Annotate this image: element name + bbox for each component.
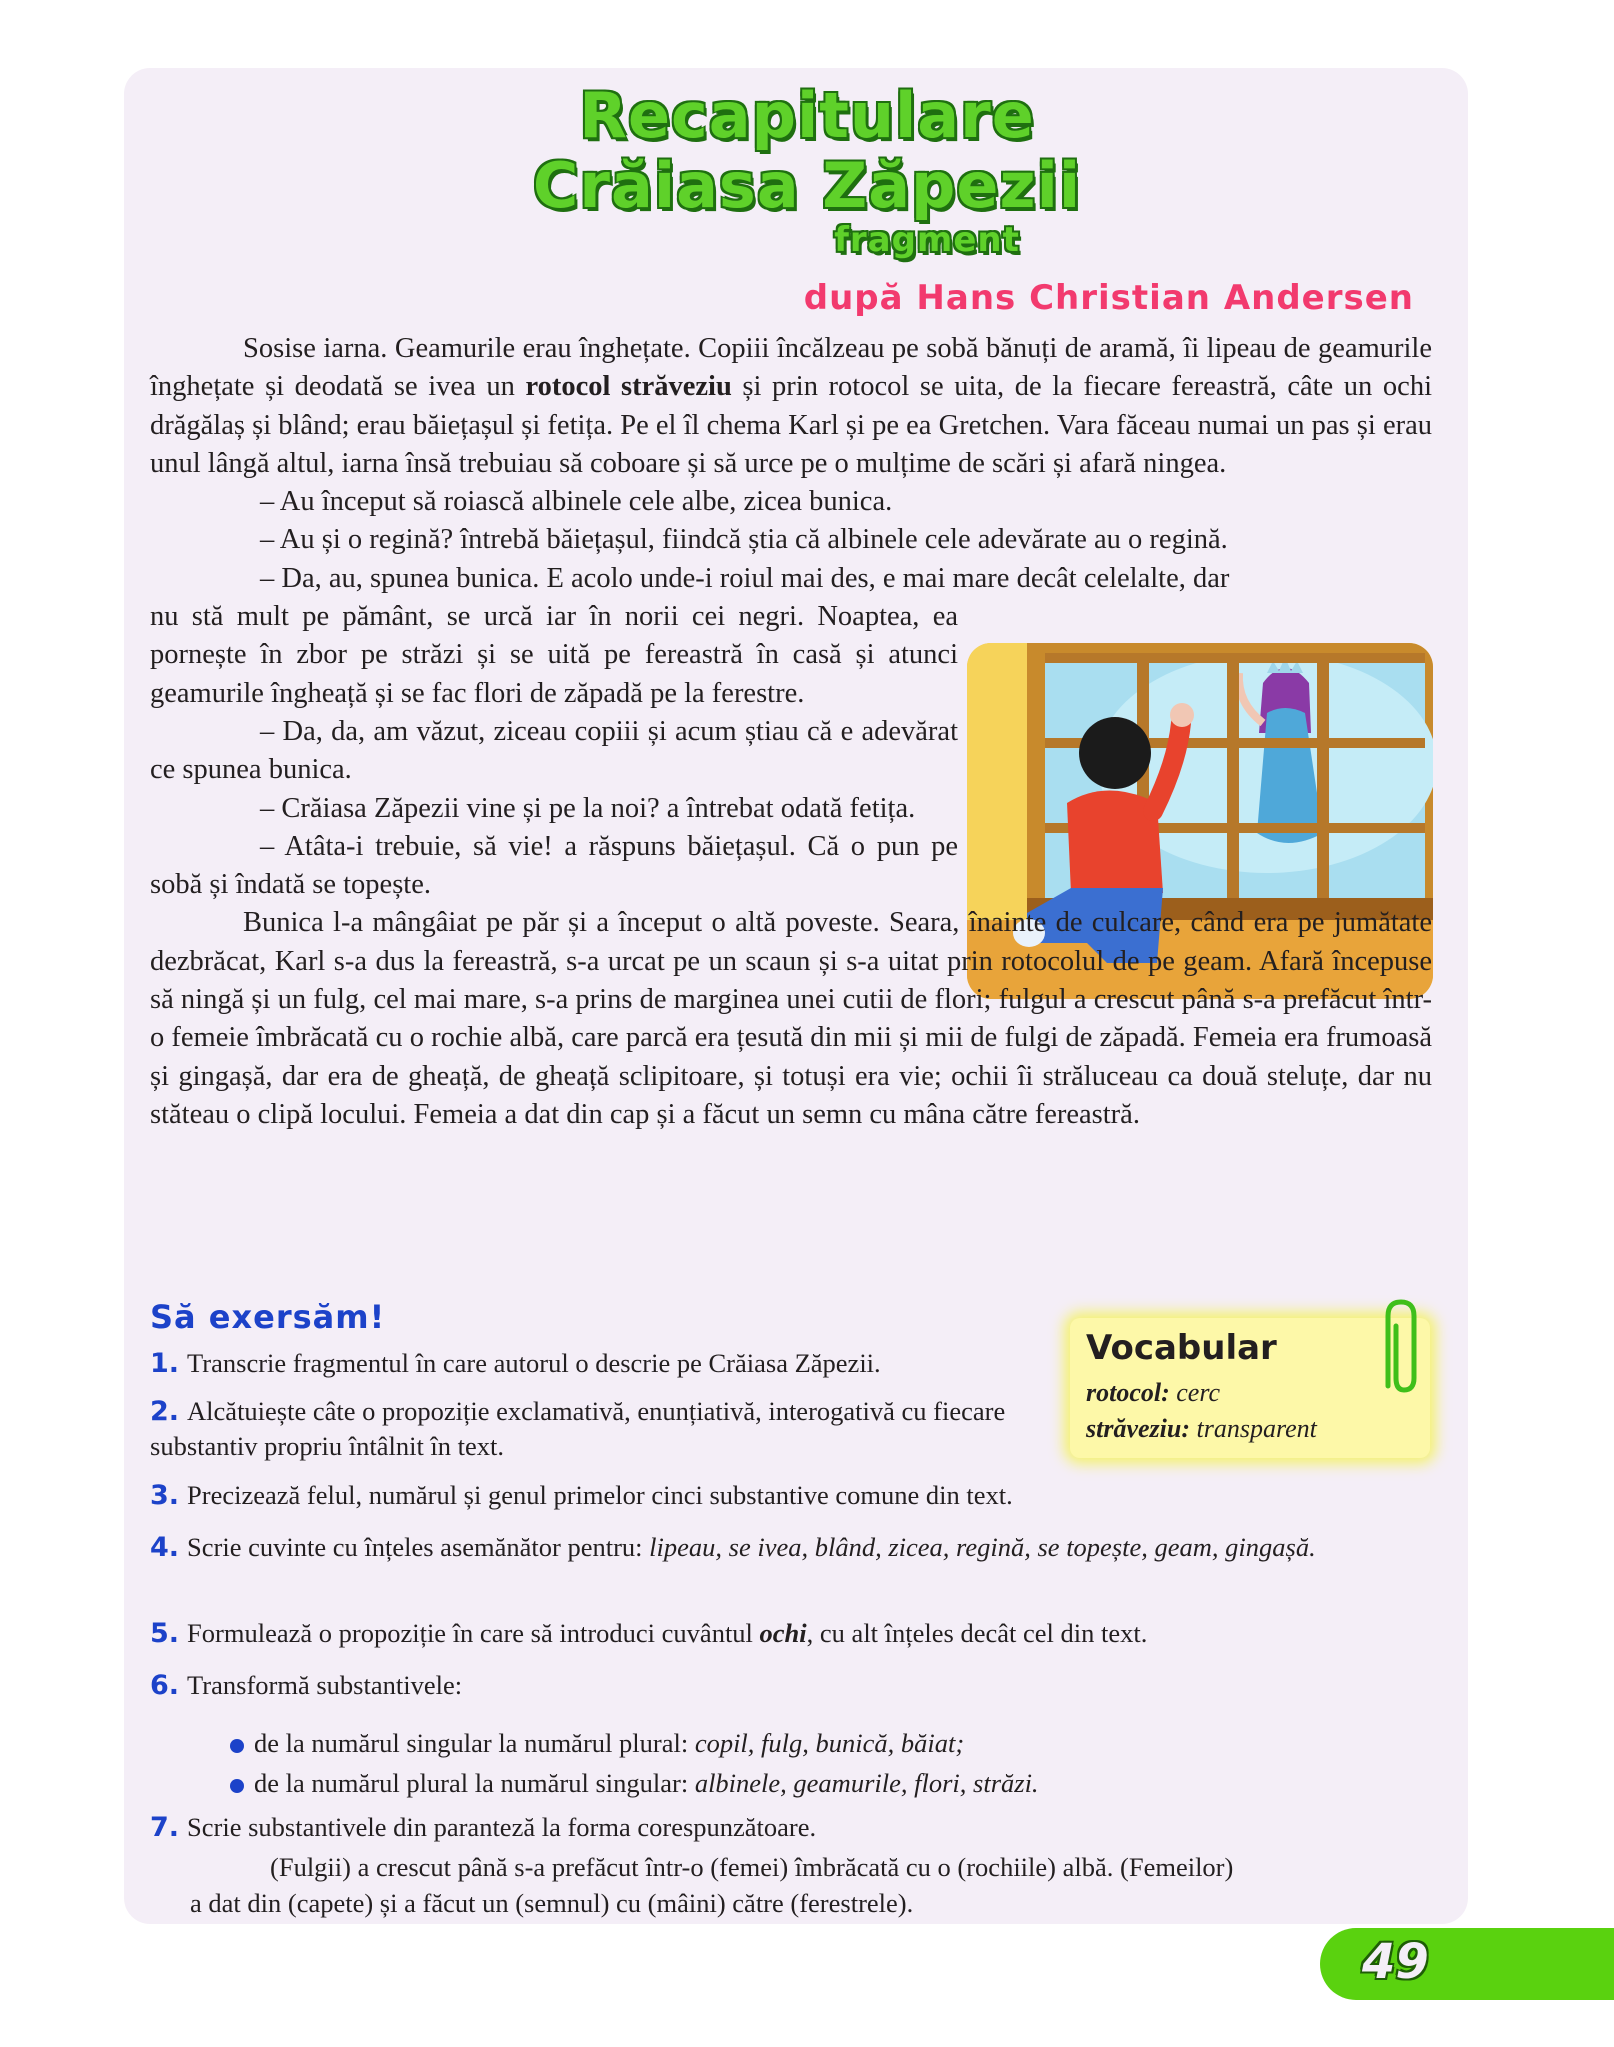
exercise-2-number: 2.	[150, 1396, 180, 1427]
exercise-7-sentence	[190, 1848, 1435, 1886]
bullet-dot-icon	[230, 1779, 244, 1793]
exercise-7-sentence-a: (Fulgii) a crescut până s-a prefăcut într-o (femei) îmbrăcată cu o (rochiile) albă. (Femeilor)	[270, 1852, 1234, 1882]
exercise-3	[150, 1478, 1432, 1513]
exercise-7-number: 7.	[150, 1812, 180, 1843]
vocabulary-entry-2	[1086, 1414, 1317, 1444]
story-p1-end: și prin rotocol se uita, de la fiecare fereastră, câte un ochi drăgălaș și blând; erau băiețașul și fetița. Pe el îl chema Karl și pe ea Gretchen. Vara făceau numai un pas și erau unul lângă altul, iarna însă trebuiau să coboare și să urce pe o mulțime de scări și afară ningea.	[150, 371, 1432, 479]
vocabulary-entry-1	[1086, 1378, 1220, 1408]
story-paragraph-1	[150, 330, 1432, 483]
exercise-4-number: 4.	[150, 1532, 180, 1563]
exercise-1-number: 1.	[150, 1348, 180, 1379]
bullet-2-words: albinele, geamurile, flori, străzi.	[694, 1768, 1039, 1798]
story-dialogue-2: – Au și o regină? întrebă băiețașul, fiindcă știa că albinele cele adevărate au o regină.	[260, 524, 1228, 556]
exercise-7-text: Scrie substantivele din paranteză la forma corespunzătoare.	[187, 1812, 817, 1842]
exercise-5-text-b: , cu alt înțeles decât cel din text.	[806, 1618, 1148, 1648]
exercise-4	[150, 1530, 1432, 1565]
bullet-1-text: de la numărul singular la numărul plural:	[254, 1728, 695, 1758]
bullet-2-text: de la numărul plural la numărul singular:	[254, 1768, 695, 1798]
exercise-1-text: Transcrie fragmentul în care autorul o descrie pe Crăiasa Zăpezii.	[187, 1348, 881, 1378]
story-text	[150, 330, 1432, 1134]
exercise-6-bullet-2	[230, 1763, 1039, 1803]
exercise-6	[150, 1668, 1432, 1703]
bullet-1-words: copil, fulg, bunică, băiat;	[694, 1728, 965, 1758]
exercise-6-bullet-1	[230, 1723, 1039, 1763]
exercise-7-sentence-b: a dat din (capete) și a făcut un (semnul) cu (mâini) către (ferestrele).	[190, 1888, 914, 1918]
story-dialogue-3a: – Da, au, spunea bunica. E acolo unde-i roiul mai des, e mai mare decât celelalte, dar	[260, 562, 1230, 594]
exercise-1	[150, 1346, 1050, 1381]
story-paragraph-last: Bunica l-a mângâiat pe păr și a început o altă poveste. Seara, înainte de culcare, când era pe jumătate dezbrăcat, Karl s-a dus la fereastră, s-a urcat pe un scaun și s-a uitat prin rotocolul de pe geam. Afară începuse să ningă și un fulg, cel mai mare, s-a prins de marginea unei cutii de flori; fulgul a crescut până s-a prefăcut într-o femeie îmbrăcată cu o rochie albă, care parcă era țesută din mii și mii de fulgi de zăpadă. Femeia era frumoasă și gingașă, dar era de gheață, de gheață sclipitoare, și totuși era vie; ochii îi străluceau ca două steluțe, dar nu stăteau o clipă locului. Femeia a dat din cap și a făcut un semn cu mâna către fereastră.	[150, 907, 1432, 1130]
exercise-6-bullets	[230, 1723, 1039, 1803]
exercise-2	[150, 1394, 1030, 1463]
exercise-5-number: 5.	[150, 1618, 180, 1649]
paperclip-icon	[1378, 1296, 1424, 1396]
exercise-3-text: Precizează felul, numărul și genul primelor cinci substantive comune din text.	[187, 1480, 1013, 1510]
vocab-def-1: cerc	[1169, 1378, 1221, 1407]
exercise-4-text: Scrie cuvinte cu înțeles asemănător pentru:	[187, 1532, 650, 1562]
exercise-5-word: ochi	[759, 1618, 807, 1648]
vocab-def-2: transparent	[1190, 1414, 1317, 1443]
bullet-dot-icon	[230, 1739, 244, 1753]
story-dialogue-5: – Crăiasa Zăpezii vine și pe la noi? a întrebat odată fetița.	[260, 792, 916, 824]
page-number-tab	[1320, 1928, 1614, 2000]
vocabulary-note	[1070, 1318, 1430, 1458]
story-dialogue-3b: nu stă mult pe pământ, se urcă iar în norii cei negri. Noaptea, ea pornește în zbor pe străzi și se uită pe fereastră în casă și atunci geamurile îngheață și se fac flori de zăpadă pe la ferestre.	[150, 601, 958, 709]
exercise-5	[150, 1616, 1432, 1651]
page-title-line1: Recapitulare	[579, 79, 1035, 152]
exercise-3-number: 3.	[150, 1480, 180, 1511]
author-line: după Hans Christian Andersen	[803, 278, 1414, 318]
exercise-6-text: Transformă substantivele:	[187, 1670, 463, 1700]
vocab-term-1: rotocol:	[1086, 1378, 1170, 1407]
page-title-line2: Crăiasa Zăpezii	[532, 149, 1082, 222]
exercises-heading: Să exersăm!	[150, 1298, 386, 1336]
story-dialogue-4: – Da, da, am văzut, ziceau copiii și acum știau că e adevărat ce spunea bunica.	[150, 715, 958, 786]
vocab-term-2: străveziu:	[1086, 1414, 1190, 1443]
page-number: 49	[1362, 1934, 1429, 1990]
exercise-6-number: 6.	[150, 1670, 180, 1701]
exercise-7	[150, 1810, 1432, 1845]
story-dialogue-6: – Atâta-i trebuie, să vie! a răspuns băiețașul. Că o pun pe sobă și îndată se topește.	[150, 830, 958, 901]
vocabulary-heading: Vocabular	[1086, 1328, 1277, 1368]
story-dialogue-1: – Au început să roiască albinele cele albe, zicea bunica.	[260, 486, 893, 518]
exercise-7-sentence-line2	[190, 1886, 1472, 1920]
exercise-2-text: Alcătuiește câte o propoziție exclamativă, enunțiativă, interogativă cu fiecare substantiv propriu întâlnit în text.	[150, 1396, 1006, 1461]
story-p1-start: Sosise iarna. Geamurile erau înghețate. Copiii încălzeau pe sobă bănuți de aramă, îi lipeau de geamurile înghețate și deodată se ivea un	[150, 333, 1432, 403]
story-p1-bold-term: rotocol străveziu	[525, 371, 732, 403]
exercise-5-text-a: Formulează o propoziție în care să introduci cuvântul	[187, 1618, 760, 1648]
page-subtitle: fragment	[834, 220, 1020, 260]
exercise-4-words: lipeau, se ivea, blând, zicea, regină, se topește, geam, gingașă.	[649, 1532, 1316, 1562]
